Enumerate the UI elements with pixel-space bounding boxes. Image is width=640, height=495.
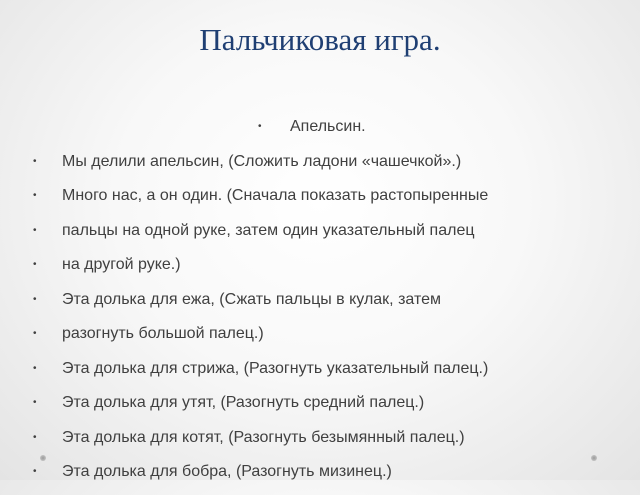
bullet-list	[0, 115, 640, 495]
bullet-marker-icon: •	[33, 431, 37, 443]
bullet-item	[0, 253, 640, 288]
bullet-item	[0, 184, 640, 219]
bullet-marker-icon: •	[33, 155, 37, 167]
bullet-text: Эта долька для стрижа, (Разогнуть указательный палец.)	[62, 359, 489, 377]
bullet-text: Апельсин.	[290, 118, 366, 135]
bullet-marker-icon: •	[258, 121, 262, 132]
bullet-marker-icon: •	[33, 259, 37, 270]
bullet-item	[0, 115, 640, 150]
decorative-dot-icon	[40, 455, 46, 461]
bullet-item	[0, 288, 640, 323]
bullet-text: Много нас, а он один. (Сначала показать растопыренные	[62, 187, 489, 204]
bullet-text: Эта долька для ежа, (Сжать пальцы в кулак, затем	[62, 290, 441, 308]
bullet-marker-icon: •	[33, 190, 37, 201]
bullet-marker-icon: •	[33, 362, 37, 374]
bullet-text: на другой руке.)	[62, 256, 181, 273]
bullet-item	[0, 426, 640, 461]
bullet-marker-icon: •	[33, 466, 37, 477]
bullet-item	[0, 150, 640, 185]
bullet-marker-icon: •	[33, 224, 37, 236]
bullet-item	[0, 460, 640, 495]
bullet-marker-icon: •	[33, 293, 37, 305]
bullet-item	[0, 219, 640, 254]
bullet-item	[0, 357, 640, 392]
bullet-item	[0, 391, 640, 426]
bullet-text: разогнуть большой палец.)	[62, 325, 264, 342]
bullet-text: Эта долька для бобра, (Разогнуть мизинец.)	[62, 463, 392, 480]
bullet-text: Эта долька для котят, (Разогнуть безымянный палец.)	[62, 428, 465, 446]
bullet-text: пальцы на одной руке, затем один указательный палец	[62, 221, 475, 239]
slide-title: Пальчиковая игра.	[199, 22, 441, 57]
bullet-text: Эта долька для утят, (Разогнуть средний палец.)	[62, 394, 425, 411]
bullet-marker-icon: •	[33, 397, 37, 408]
bullet-text: Мы делили апельсин, (Сложить ладони «чашечкой».)	[62, 152, 462, 170]
bullet-marker-icon: •	[33, 328, 37, 339]
decorative-dot-icon	[591, 455, 597, 461]
bullet-item	[0, 322, 640, 357]
